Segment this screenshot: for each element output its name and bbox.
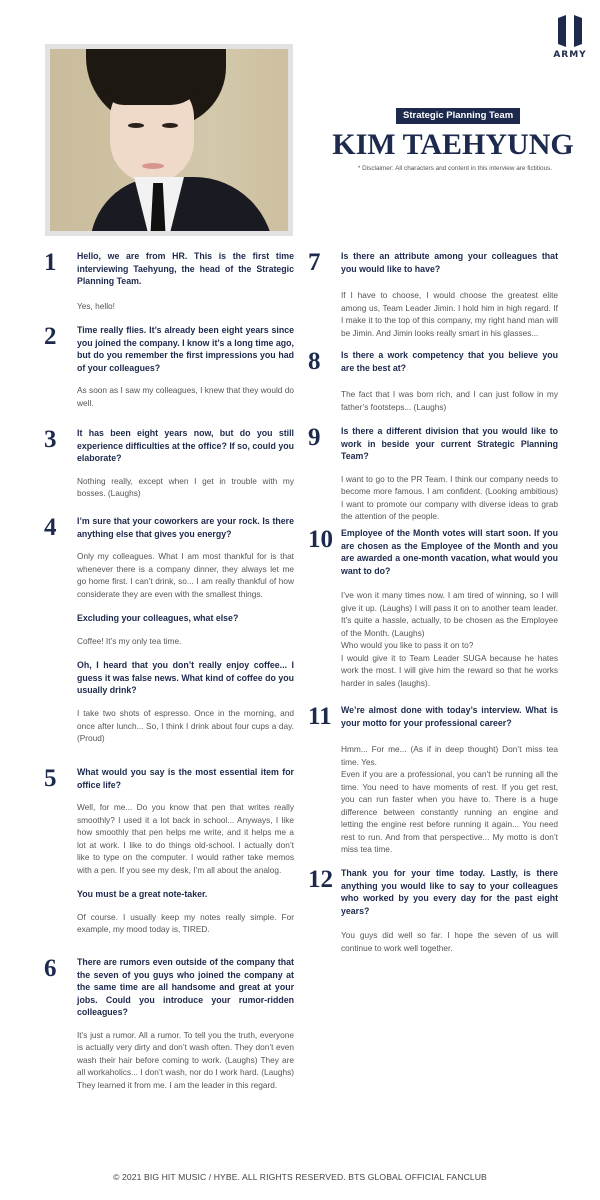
question-number: 9 [308, 424, 321, 451]
question: We’re almost done with today’s interview. What is your motto for your professional career? [341, 705, 558, 728]
question: Thank you for your time today. Lastly, is there anything you would like to say to your colleagues who worked by you every day for the past eight years? [341, 868, 558, 916]
qa-item-9 [308, 425, 558, 523]
answer: Nothing really, except when I get in trouble with my bosses. (Laughs) [77, 475, 294, 499]
qa-item-7 [308, 250, 558, 339]
qa-item-12 [308, 867, 558, 954]
question-number: 7 [308, 249, 321, 276]
page-title: KIM TAEHYUNG [332, 128, 574, 161]
answer: Only my colleagues. What I am most thankful for is that whenever there is a company dinner, they always let me go home first. I can’t drink, so... I am really thankful of how considerate they are even with the smallest things. [77, 551, 294, 599]
question-number: 8 [308, 348, 321, 375]
answer: You guys did well so far. I hope the seven of us will continue to work well together. [341, 930, 558, 953]
logo-text: ARMY [553, 50, 587, 60]
profile-photo [50, 49, 288, 231]
answer-line: I’ve won it many times now. I am tired of winning, so I will give it up. (Laughs) I will pass it on to another team leader. It’s quite a hassle, actually, to be chosen as the Employee of the Month. (Laughs) [341, 590, 558, 638]
question-number: 12 [308, 866, 333, 893]
qa-item-3 [44, 427, 294, 500]
question: Is there a work competency that you believe you are the best at? [341, 350, 558, 373]
answer: I want to go to the PR Team. I think our company needs to become more famous. I am confident. (Looking ambitious) I want to promote our company with diverse ideas to grab the attention of the people. [341, 473, 558, 522]
answer: It’s just a rumor. All a rumor. To tell you the truth, everyone is actually very dirty and don’t wash often. They don’t even wash their hair before coming to work. (Laughs) They are all workaholics... I don’t wash, nor do I work hard. (Laughs) They learned it from me. I am the leader in this regard. [77, 1029, 294, 1090]
question-number: 10 [308, 526, 333, 553]
question: Oh, I heard that you don’t really enjoy coffee... I guess it was false news. What kind of coffee do you usually drink? [77, 660, 294, 696]
question-number: 6 [44, 955, 57, 982]
qa-item-6 [44, 956, 294, 1091]
qa-item-5 [44, 766, 294, 936]
footer-copyright: © 2021 BIG HIT MUSIC / HYBE. ALL RIGHTS RESERVED. BTS GLOBAL OFFICIAL FANCLUB [113, 1172, 487, 1182]
army-logo-icon [556, 14, 584, 48]
qa-item-10 [308, 527, 558, 689]
qa-item-8 [308, 349, 558, 413]
answer: The fact that I was born rich, and I can just follow in my father’s footsteps... (Laughs) [341, 389, 558, 412]
answer [341, 589, 558, 689]
question-number: 1 [44, 249, 57, 276]
qa-item-11 [308, 704, 558, 856]
answer: If I have to choose, I would choose the greatest elite among us, Team Leader Jimin. I hold him in high regard. If I make it to the top of this company, my right hand man will be Jimin. And Jimin looks really smart in his glasses... [341, 290, 558, 338]
question-number: 3 [44, 426, 57, 453]
question: There are rumors even outside of the company that the seven of you guys who joined the company at the same time are all handsome and great at your jobs. Could you introduce your rumor-ridden colleagues? [77, 957, 294, 1018]
question: It has been eight years now, but do you still experience difficulties at the office? If so, could you elaborate? [77, 428, 294, 464]
answer-line: Even if you are a professional, you can’t be running all the time. You need to have moments of rest. If you get rest, you can run faster when you have to. There is a huge difference between constantly running an engine and letting the engine rest before running it again... You need rest to run. And from that perspective... My motto is don’t miss tea time. [341, 769, 558, 855]
answer-line: Who would you like to pass it on to? [341, 640, 474, 651]
qa-item-2 [44, 324, 294, 409]
disclaimer: * Disclaimer: All characters and content in this interview are fictitious. [357, 165, 553, 172]
answer: Yes, hello! [77, 300, 115, 311]
question: What would you say is the most essential item for office life? [77, 767, 294, 790]
team-badge: Strategic Planning Team [396, 108, 520, 124]
profile-photo-frame [45, 44, 293, 236]
answer: Of course. I usually keep my notes really simple. For example, my mood today is, TIRED. [77, 911, 294, 935]
qa-item-1 [44, 250, 294, 312]
question: Excluding your colleagues, what else? [77, 613, 239, 624]
answer: Well, for me... Do you know that pen that writes really smoothly? I used it a lot back in school... Anyways, I like how smoothly that pen helps me write, and it helps me a lot at work. I like to do things old-school. I actually don’t like to type on the computer. I would rather take memos with a pen. If you see my desk, I’m all about the analog. [77, 802, 294, 875]
answer-line: I would give it to Team Leader SUGA because he hates work the most. I will give him the reward so that he works harder in sales (laughs). [341, 652, 558, 688]
question-number: 5 [44, 765, 57, 792]
question: Hello, we are from HR. This is the first time interviewing Taehyung, the head of the Strategic Planning Team. [77, 251, 294, 287]
answer: I take two shots of espresso. Once in the morning, and once after lunch... So, I think I drink about four cups a day. (Proud) [77, 708, 294, 744]
question: You must be a great note-taker. [77, 889, 208, 900]
question-number: 4 [44, 514, 57, 541]
qa-item-4 [44, 515, 294, 745]
army-logo [553, 14, 587, 60]
question: Is there an attribute among your colleagues that you would like to have? [341, 251, 558, 274]
question: Is there a different division that you would like to work in beside your current Strategic Planning Team? [341, 426, 558, 462]
answer: As soon as I saw my colleagues, I knew that they would do well. [77, 385, 294, 408]
question-number: 11 [308, 703, 332, 730]
question: Time really flies. It’s already been eight years since you joined the company. I know it’s a long time ago, but do you remember the first impressions you had of your colleagues? [77, 325, 294, 373]
question: I’m sure that your coworkers are your rock. Is there anything else that gives you energy? [77, 516, 294, 539]
question: Employee of the Month votes will start soon. If you are chosen as the Employee of the Month and you are awarded a one-month vacation, what would you want to do? [341, 528, 558, 576]
answer-line: Hmm... For me... (As if in deep thought) Don’t miss tea time. Yes. [341, 744, 558, 767]
answer [341, 743, 558, 856]
answer: Coffee! It’s my only tea time. [77, 635, 182, 646]
question-number: 2 [44, 323, 57, 350]
